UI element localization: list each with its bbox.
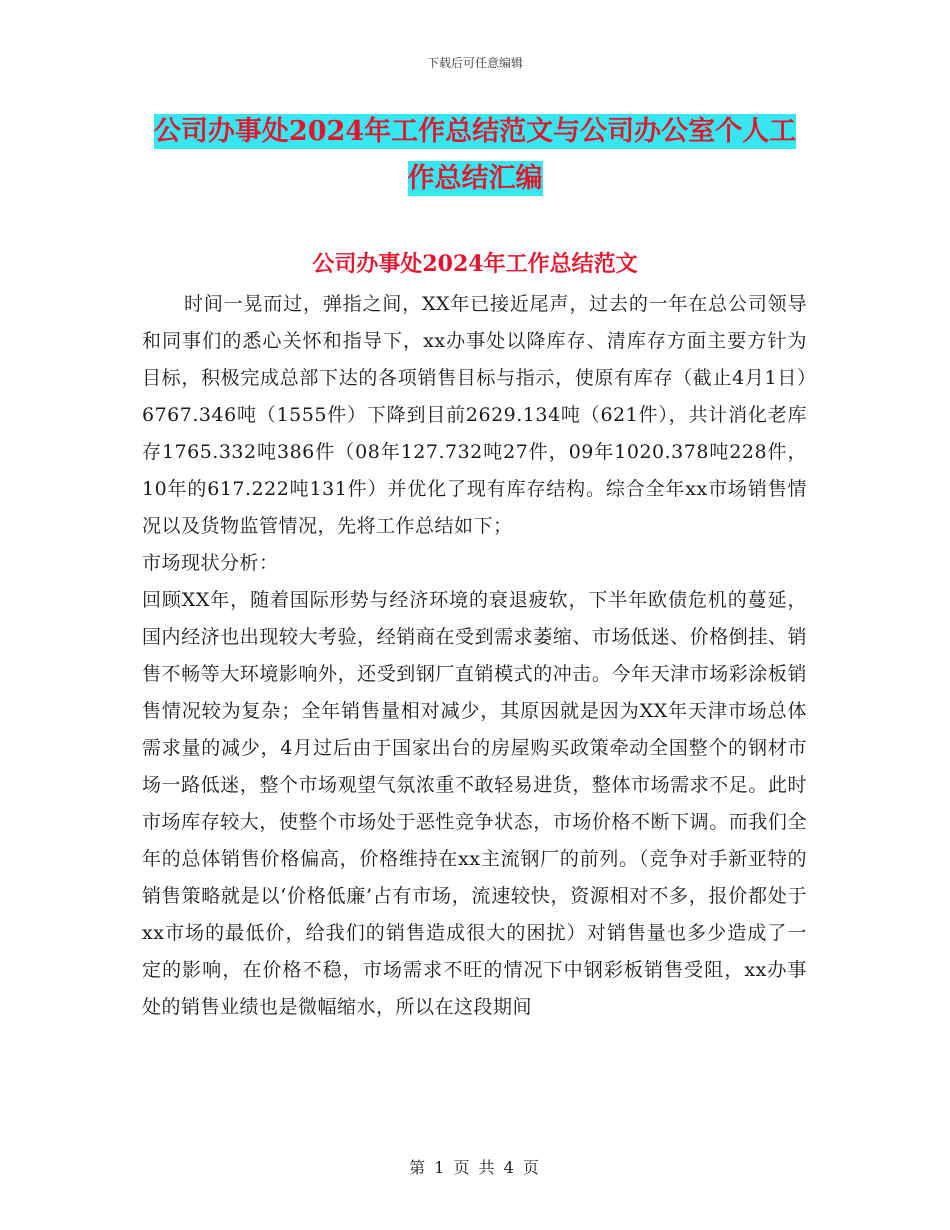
header-note: 下载后可任意编辑: [426, 56, 523, 70]
paragraph-market-heading: 市场现状分析：: [142, 552, 279, 574]
page-footer: 第 1 页 共 4 页: [409, 1158, 541, 1177]
document-title-line1: 公司办事处2024年工作总结范文与公司办公室个人工: [153, 116, 797, 147]
section-title: 公司办事处2024年工作总结范文: [312, 251, 638, 277]
document-title-line2: 作总结汇编: [407, 163, 543, 194]
paragraph-market-review: 回顾XX年，随着国际形势与经济环境的衰退疲软，下半年欧债危机的蔓延，国内经济也出现较大考验，经销商在受到需求萎缩、市场低迷、价格倒挂、销售不畅等大环境影响外，还受到钢厂直销模式的冲击。今年天津市场彩涂板销售情况较为复杂；全年销售量相对减少，其原因就是因为XX年天津市场总体需求量的减少，4月过后由于国家出台的房屋购买政策牵动全国整个的钢材市场一路低迷，整个市场观望气氛浓重不敢轻易进货，整体市场需求不足。此时市场库存较大，使整个市场处于恶性竞争状态，市场价格不断下调。而我们全年的总体销售价格偏高，价格维持在xx主流钢厂的前列。（竞争对手新亚特的销售策略就是以‘价格低廉’占有市场，流速较快，资源相对不多，报价都处于xx市场的最低价，给我们的销售造成很大的困扰）对销售量也多少造成了一定的影响，在价格不稳，市场需求不旺的情况下中钢彩板销售受阻，xx办事处的销售业绩也是微幅缩水，所以在这段期间: [142, 589, 807, 1018]
paragraph-intro: 时间一晃而过，弹指之间，XX年已接近尾声，过去的一年在总公司领导和同事们的悉心关怀和指导下，xx办事处以降库存、清库存方面主要方针为目标，积极完成总部下达的各项销售目标与指示，使原有库存（截止4月1日）6767.346吨（1555件）下降到目前2629.134吨（621件），共计消化老库存1765.332吨386件（08年127.732吨27件，09年1020.378吨228件，10年的617.222吨131件）并优化了现有库存结构。综合全年xx市场销售情况以及货物监管情况，先将工作总结如下；: [142, 293, 807, 537]
document-body: [142, 286, 807, 1026]
document-title: [120, 108, 830, 202]
